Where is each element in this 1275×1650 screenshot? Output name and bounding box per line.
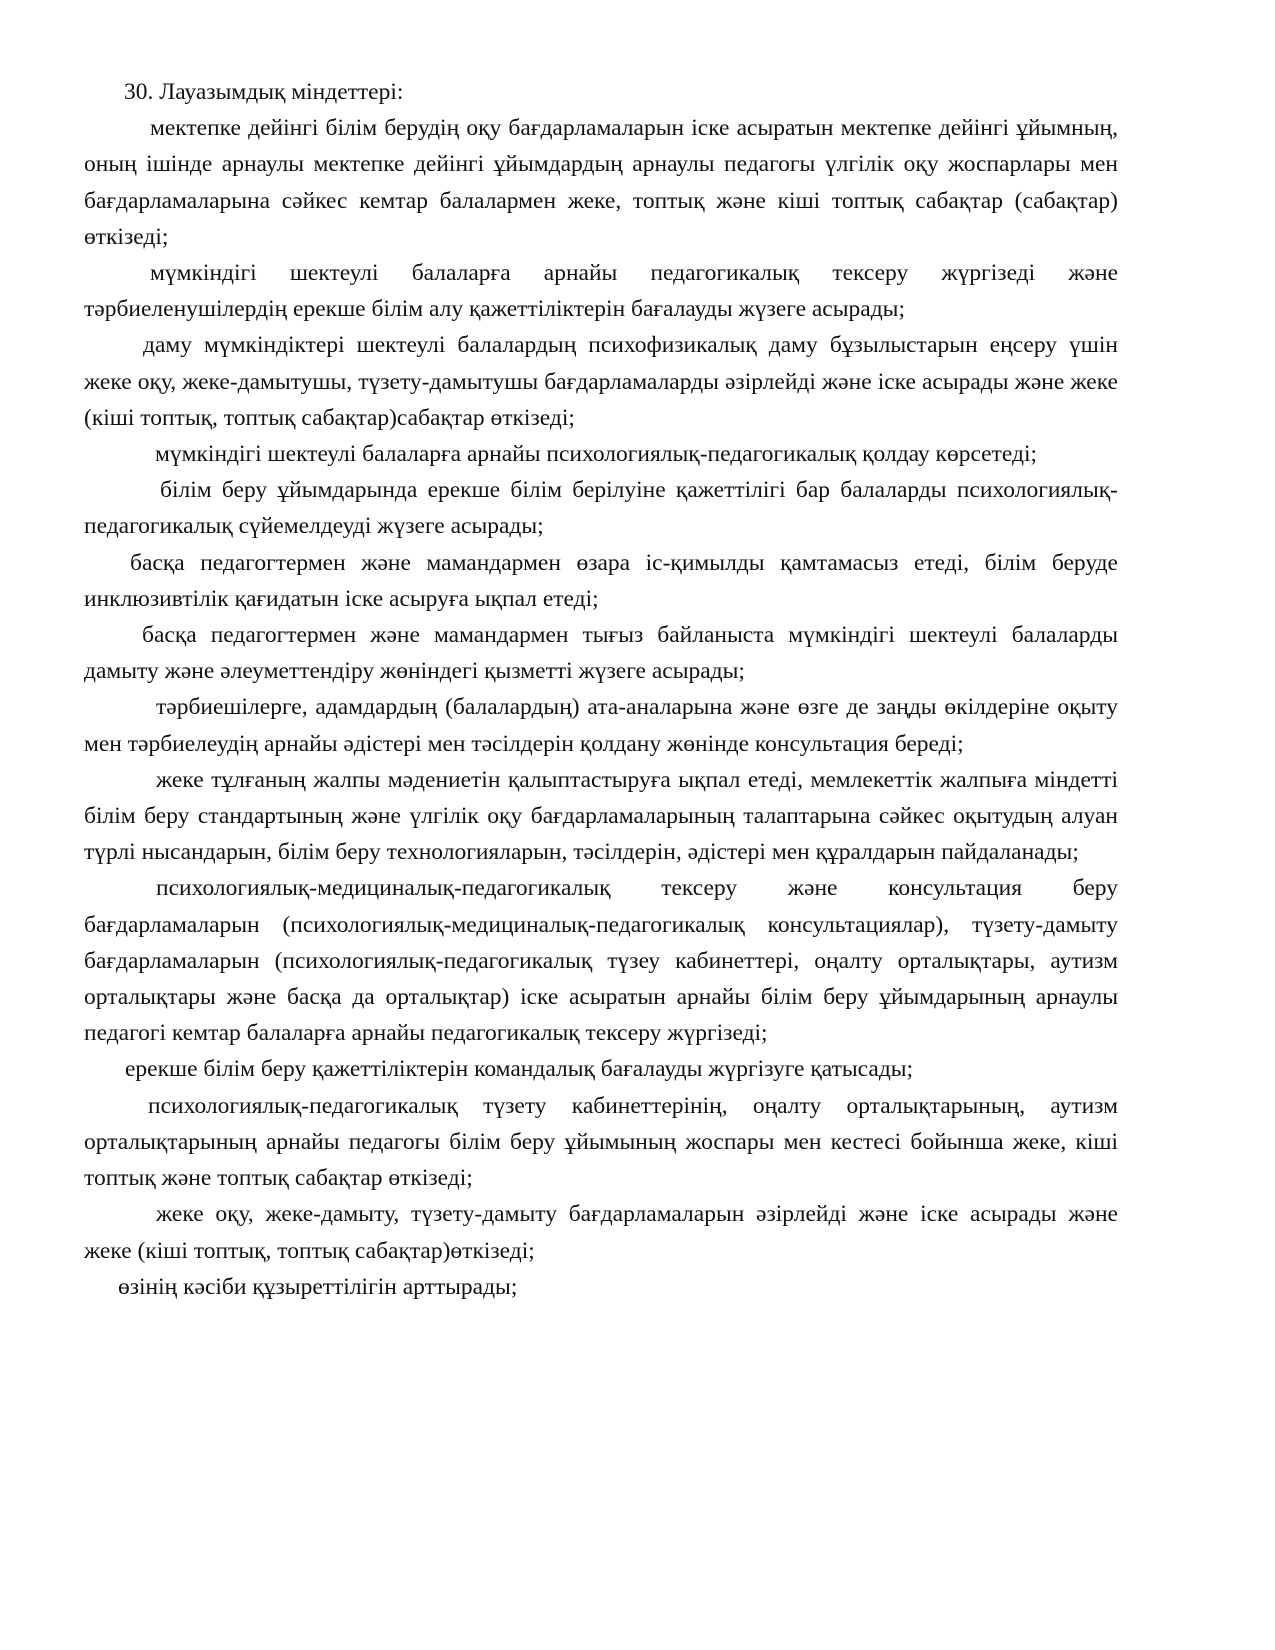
duty-paragraph: психологиялық-педагогикалық түзету кабинеттерінің, оңалту орталықтарының, аутизм орталықтарының арнайы педагогы білім беру ұйымының жоспары мен кестесі бойынша жеке, кіші топтық және топтық сабақтар өткізеді; <box>84 1092 1118 1192</box>
document-page <box>84 74 1118 1305</box>
duty-paragraph: тәрбиешілерге, адамдардың (балалардың) ата-аналарына және өзге де заңды өкілдеріне оқыту мен тәрбиелеудің арнайы әдістері мен тәсілдерін қолдану жөнінде консультация береді; <box>84 694 1118 757</box>
duty-paragraph: психологиялық-медициналық-педагогикалық тексеру және консультация беру бағдарламаларын (психологиялық-медициналық-педагогикалық консультациялар), түзету-дамыту бағдарламаларын (психологиялық-педагогикалық түзеу кабинеттері, оңалту орталықтары, аутизм орталықтары және басқа да орталықтар) іске асыратын арнайы білім беру ұйымдарының арнаулы педагогі кемтар балаларға арнайы педагогикалық тексеру жүргізеді; <box>84 875 1118 1047</box>
duty-paragraph: өзінің кәсіби құзыреттілігін арттырады; <box>118 1273 518 1300</box>
duty-paragraph: білім беру ұйымдарында ерекше білім берілуіне қажеттілігі бар балаларды психологиялық-педагогикалық сүйемелдеуді жүзеге асырады; <box>84 477 1118 540</box>
duty-paragraph: мектепке дейінгі білім берудің оқу бағдарламаларын іске асыратын мектепке дейінгі ұйымның, оның ішінде арнаулы мектепке дейінгі ұйымдардың арнаулы педагогы үлгілік оқу жоспарлары мен бағдарламаларына сәйкес кемтар балалармен жеке, топтық және кіші топтық сабақтар (сабақтар) өткізеді; <box>84 115 1118 250</box>
duty-paragraph: мүмкіндігі шектеулі балаларға арнайы психологиялық-педагогикалық қолдау көрсетеді; <box>155 441 1037 468</box>
duty-paragraph: даму мүмкіндіктері шектеулі балалардың психофизикалық даму бұзылыстарын еңсеру үшін жеке оқу, жеке-дамытушы, түзету-дамытушы бағдарламаларды әзірлейді және іске асырады және жеке (кіші топтық, топтық сабақтар)сабақтар өткізеді; <box>84 332 1118 431</box>
duty-paragraph: басқа педагогтермен және мамандармен тығыз байланыста мүмкіндігі шектеулі балаларды дамыту және әлеуметтендіру жөніндегі қызметті жүзеге асырады; <box>84 622 1118 685</box>
duty-paragraph: мүмкіндігі шектеулі балаларға арнайы педагогикалық тексеру жүргізеді және тәрбиеленушілердің ерекше білім алу қажеттіліктерін бағалауды жүзеге асырады; <box>84 260 1118 323</box>
duty-paragraph: басқа педагогтермен және мамандармен өзара іс-қимылды қамтамасыз етеді, білім беруде инклюзивтілік қағидатын іске асыруға ықпал етеді; <box>84 549 1118 612</box>
duty-paragraph: жеке тұлғаның жалпы мәдениетін қалыптастыруға ықпал етеді, мемлекеттік жалпыға міндетті білім беру стандартының және үлгілік оқу бағдарламаларының талаптарына сәйкес оқытудың алуан түрлі нысандарын, білім беру технологияларын, тәсілдерін, әдістері мен құралдарын пайдаланады; <box>84 766 1118 866</box>
duty-paragraph: ерекше білім беру қажеттіліктерін командалық бағалауды жүргізуге қатысады; <box>125 1056 914 1083</box>
section-heading: 30. Лауазымдық міндеттері: <box>124 79 404 105</box>
duty-paragraph: жеке оқу, жеке-дамыту, түзету-дамыту бағдарламаларын әзірлейді және іске асырады және жеке (кіші топтық, топтық сабақтар)өткізеді; <box>84 1201 1118 1264</box>
